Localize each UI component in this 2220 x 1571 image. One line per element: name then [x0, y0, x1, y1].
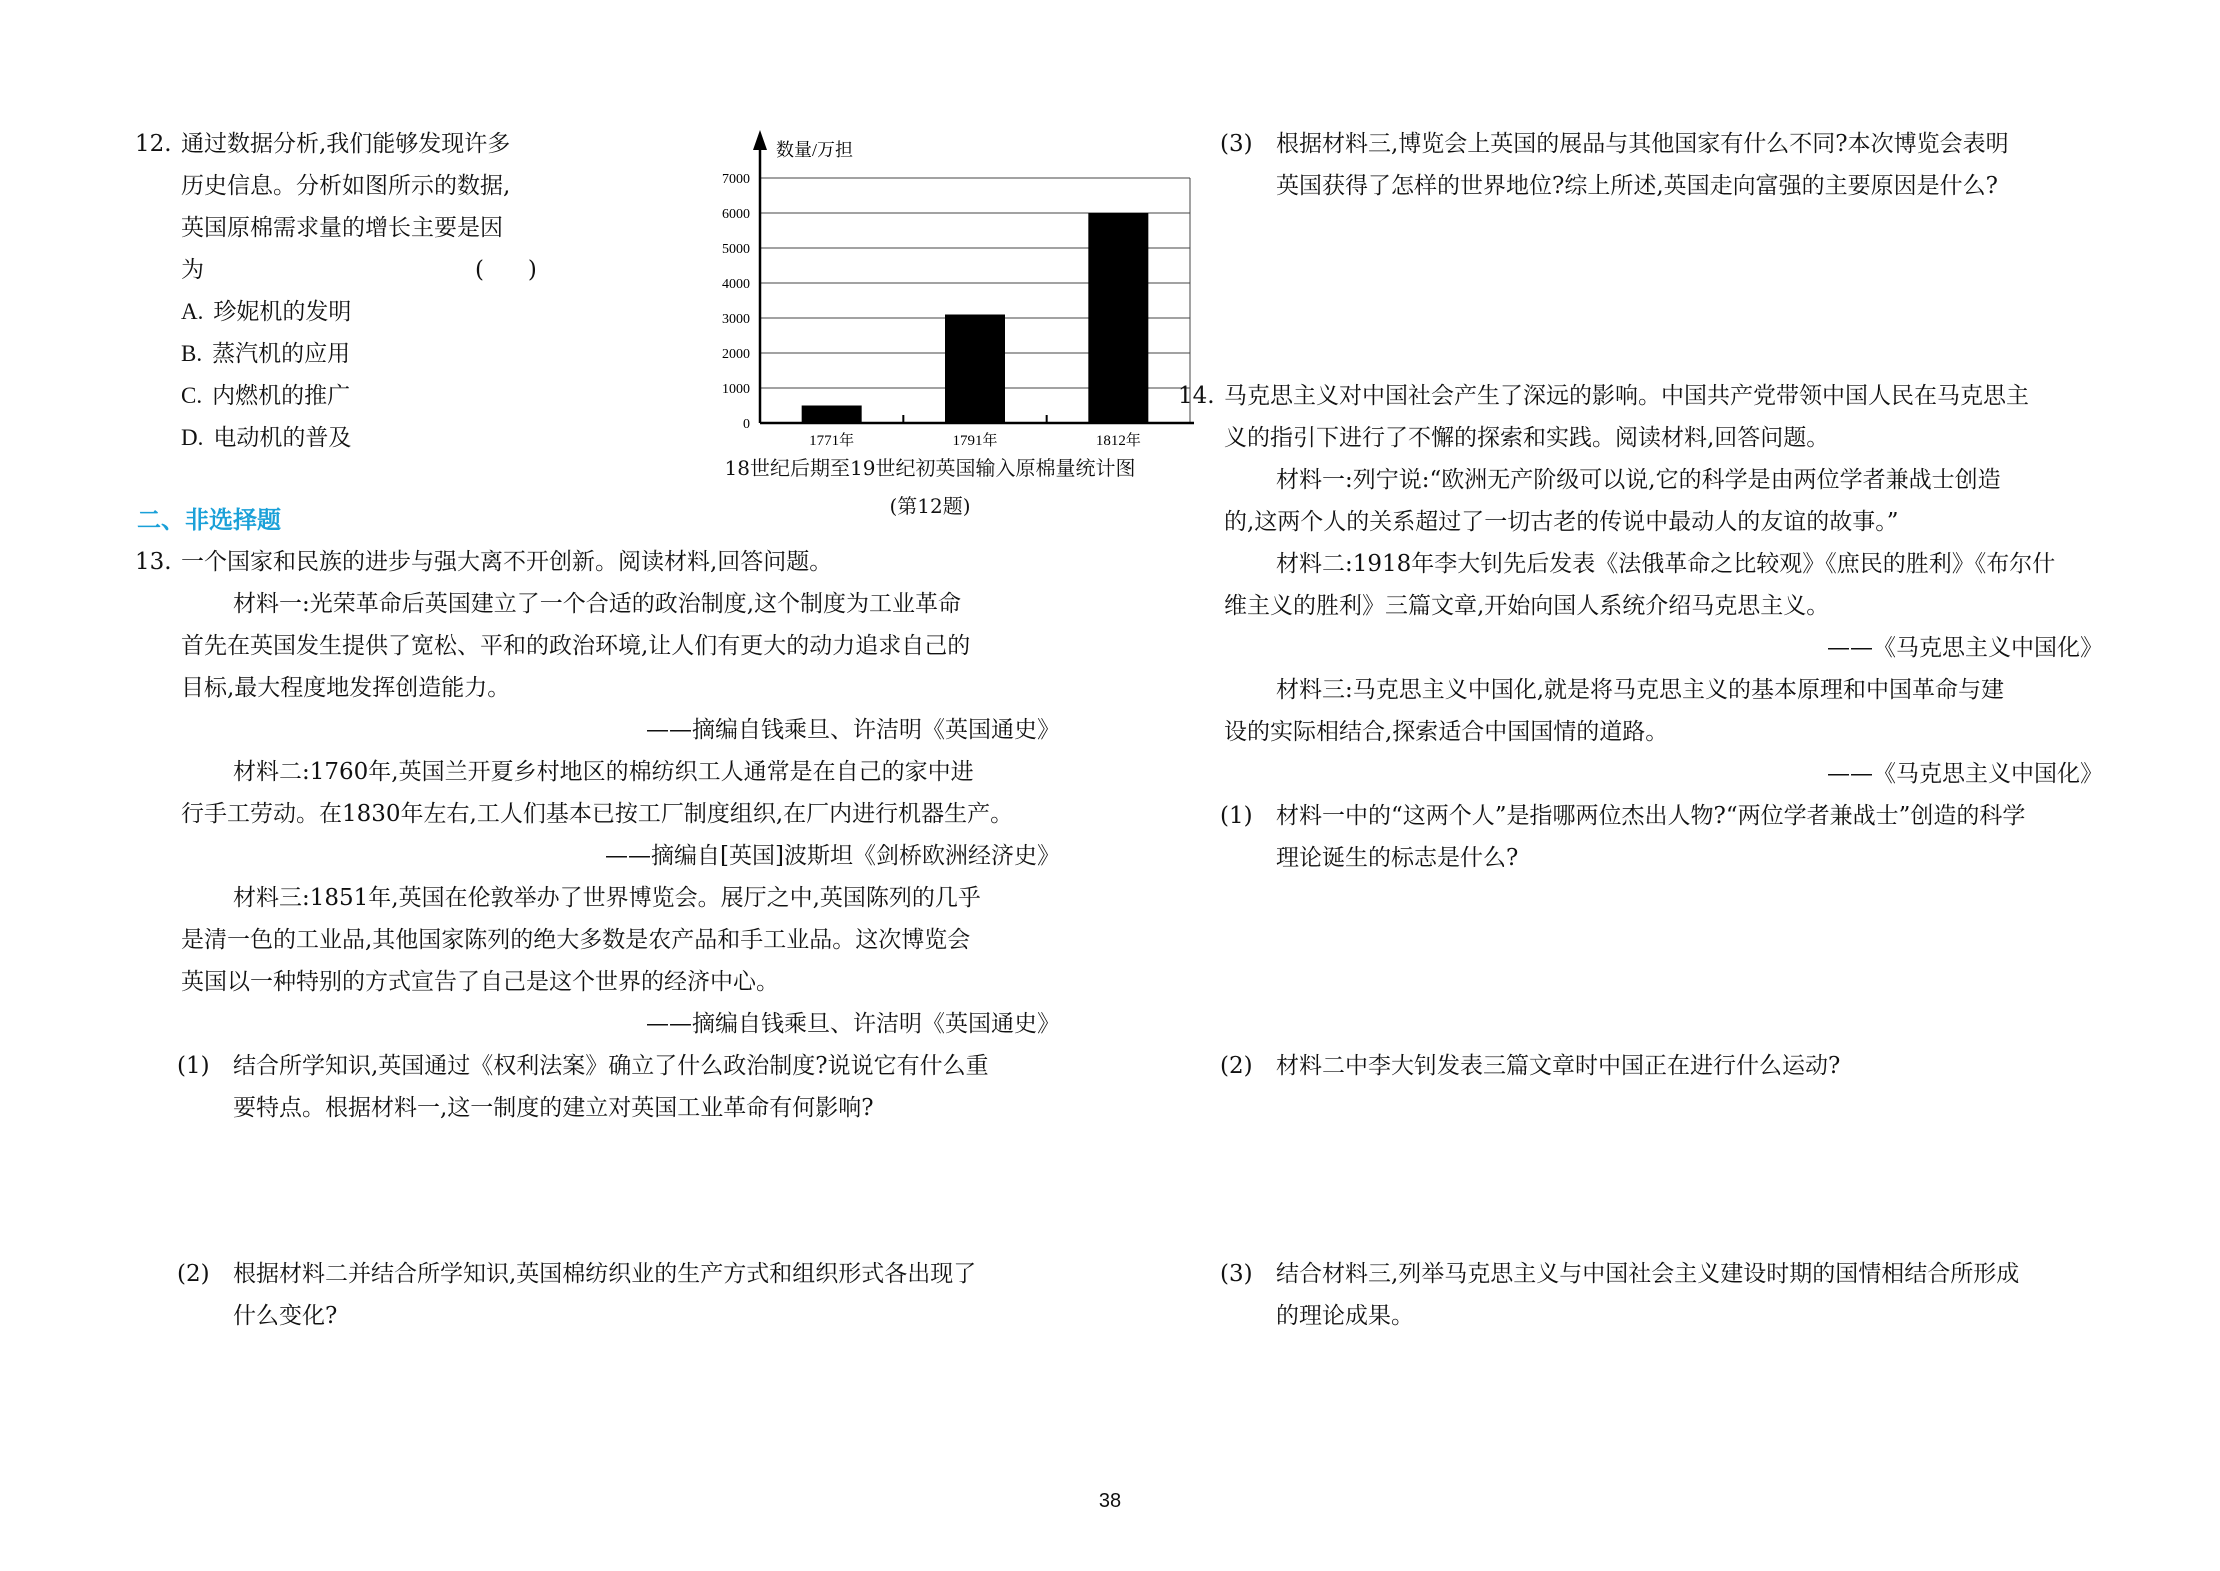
- q14-sub1-line-1: 材料一中的“这两个人”是指哪两位杰出人物?“两位学者兼战士”创造的科学: [1276, 803, 2026, 829]
- q14-material1-line-2: 的,这两个人的关系超过了一切古老的传说中最动人的友谊的故事。”: [1224, 509, 1899, 535]
- q13-material2-source: ——摘编自[英国]波斯坦《剑桥欧洲经济史》: [605, 843, 1060, 869]
- q13-sub1-number: (1): [177, 1053, 210, 1079]
- q12-line-3: 英国原棉需求量的增长主要是因: [181, 215, 503, 241]
- y-tick-label-5: 5000: [722, 242, 750, 257]
- y-tick-label-0: 0: [743, 417, 750, 432]
- q14-sub2-number: (2): [1220, 1053, 1253, 1079]
- q14-sub3-number: (3): [1220, 1261, 1253, 1287]
- q14-material3-line-1: 材料三:马克思主义中国化,就是将马克思主义的基本原理和中国革命与建: [1276, 677, 2005, 703]
- figure-label: (第12题): [889, 494, 971, 518]
- q12-option-b[interactable]: B. 蒸汽机的应用: [181, 341, 351, 367]
- q12-option-a[interactable]: A. 珍妮机的发明: [181, 299, 352, 325]
- y-tick-label-7: 7000: [722, 172, 750, 187]
- q14-material3-source: ——《马克思主义中国化》: [1827, 761, 2103, 787]
- q14-sub3-line-1: 结合材料三,列举马克思主义与中国社会主义建设时期的国情相结合所形成: [1276, 1261, 2020, 1287]
- q12-line-1: 通过数据分析,我们能够发现许多: [181, 131, 511, 157]
- x-tick-label-2: 1812年: [1095, 433, 1141, 449]
- bar-1: [945, 315, 1005, 424]
- q13-sub2-line-2: 什么变化?: [233, 1303, 338, 1329]
- q14-material2-line-1: 材料二:1918年李大钊先后发表《法俄革命之比较观》《庶民的胜利》《布尔什: [1276, 551, 2056, 577]
- q14-number: 14.: [1178, 383, 1215, 409]
- q12-answer-bracket[interactable]: ( ): [475, 257, 537, 283]
- q13-material3-line-2: 是清一色的工业品,其他国家陈列的绝大多数是农产品和手工业品。这次博览会: [181, 927, 971, 953]
- q12-line-4: 为: [181, 257, 204, 283]
- q13-material3-line-1: 材料三:1851年,英国在伦敦举办了世界博览会。展厅之中,英国陈列的几乎: [233, 885, 981, 911]
- q13-sub3-number: (3): [1220, 131, 1253, 157]
- y-axis-label: 数量/万担: [776, 140, 854, 160]
- section-title-non-choice: 二、非选择题: [137, 506, 281, 534]
- chart-svg: [700, 128, 1220, 488]
- q13-number: 13.: [135, 549, 172, 575]
- chart-title: 18世纪后期至19世纪初英国输入原棉量统计图: [724, 456, 1136, 480]
- q12-number: 12.: [135, 131, 172, 157]
- y-tick-label-3: 3000: [722, 312, 750, 327]
- x-tick-label-0: 1771年: [809, 433, 855, 449]
- q14-stem-line-2: 义的指引下进行了不懈的探索和实践。阅读材料,回答问题。: [1224, 425, 1830, 451]
- q14-sub1-number: (1): [1220, 803, 1253, 829]
- x-tick-label-1: 1791年: [952, 433, 998, 449]
- q14-sub1-line-2: 理论诞生的标志是什么?: [1276, 845, 1519, 871]
- q13-sub3-line-2: 英国获得了怎样的世界地位?综上所述,英国走向富强的主要原因是什么?: [1276, 173, 1998, 199]
- bar-2: [1088, 213, 1148, 423]
- y-tick-label-4: 4000: [722, 277, 750, 292]
- q14-material2-line-2: 维主义的胜利》三篇文章,开始向国人系统介绍马克思主义。: [1224, 593, 1830, 619]
- bar-0: [802, 406, 862, 424]
- q13-material3-line-3: 英国以一种特别的方式宣告了自己是这个世界的经济中心。: [181, 969, 779, 995]
- q13-material2-line-2: 行手工劳动。在1830年左右,工人们基本已按工厂制度组织,在厂内进行机器生产。: [181, 801, 1014, 827]
- q13-sub3-line-1: 根据材料三,博览会上英国的展品与其他国家有什么不同?本次博览会表明: [1276, 131, 2009, 157]
- q13-material1-line-2: 首先在英国发生提供了宽松、平和的政治环境,让人们有更大的动力追求自己的: [181, 633, 971, 659]
- q13-material1-source: ——摘编自钱乘旦、许洁明《英国通史》: [646, 717, 1060, 743]
- q14-sub3-line-2: 的理论成果。: [1276, 1303, 1414, 1329]
- q13-sub1-line-2: 要特点。根据材料一,这一制度的建立对英国工业革命有何影响?: [233, 1095, 874, 1121]
- q13-sub1-line-1: 结合所学知识,英国通过《权利法案》确立了什么政治制度?说说它有什么重: [233, 1053, 989, 1079]
- q13-material1-line-3: 目标,最大程度地发挥创造能力。: [181, 675, 511, 701]
- q13-sub2-number: (2): [177, 1261, 210, 1287]
- q14-material2-source: ——《马克思主义中国化》: [1827, 635, 2103, 661]
- q13-sub2-line-1: 根据材料二并结合所学知识,英国棉纺织业的生产方式和组织形式各出现了: [233, 1261, 977, 1287]
- y-tick-label-1: 1000: [722, 382, 750, 397]
- y-tick-label-2: 2000: [722, 347, 750, 362]
- q14-sub2-line-1: 材料二中李大钊发表三篇文章时中国正在进行什么运动?: [1276, 1053, 1841, 1079]
- y-tick-label-6: 6000: [722, 207, 750, 222]
- q13-stem: 一个国家和民族的进步与强大离不开创新。阅读材料,回答问题。: [181, 549, 833, 575]
- q13-material1-line-1: 材料一:光荣革命后英国建立了一个合适的政治制度,这个制度为工业革命: [233, 591, 962, 617]
- page-number: 38: [1098, 1490, 1122, 1512]
- y-axis-arrow: [753, 130, 767, 150]
- q14-material1-line-1: 材料一:列宁说:“欧洲无产阶级可以说,它的科学是由两位学者兼战士创造: [1276, 467, 2001, 493]
- q14-stem-line-1: 马克思主义对中国社会产生了深远的影响。中国共产党带领中国人民在马克思主: [1224, 383, 2029, 409]
- q12-option-d[interactable]: D. 电动机的普及: [181, 425, 352, 451]
- q12-line-2: 历史信息。分析如图所示的数据,: [181, 173, 511, 199]
- q13-material2-line-1: 材料二:1760年,英国兰开夏乡村地区的棉纺织工人通常是在自己的家中进: [233, 759, 974, 785]
- q14-material3-line-2: 设的实际相结合,探索适合中国国情的道路。: [1224, 719, 1669, 745]
- q13-material3-source: ——摘编自钱乘旦、许洁明《英国通史》: [646, 1011, 1060, 1037]
- q12-option-c[interactable]: C. 内燃机的推广: [181, 383, 351, 409]
